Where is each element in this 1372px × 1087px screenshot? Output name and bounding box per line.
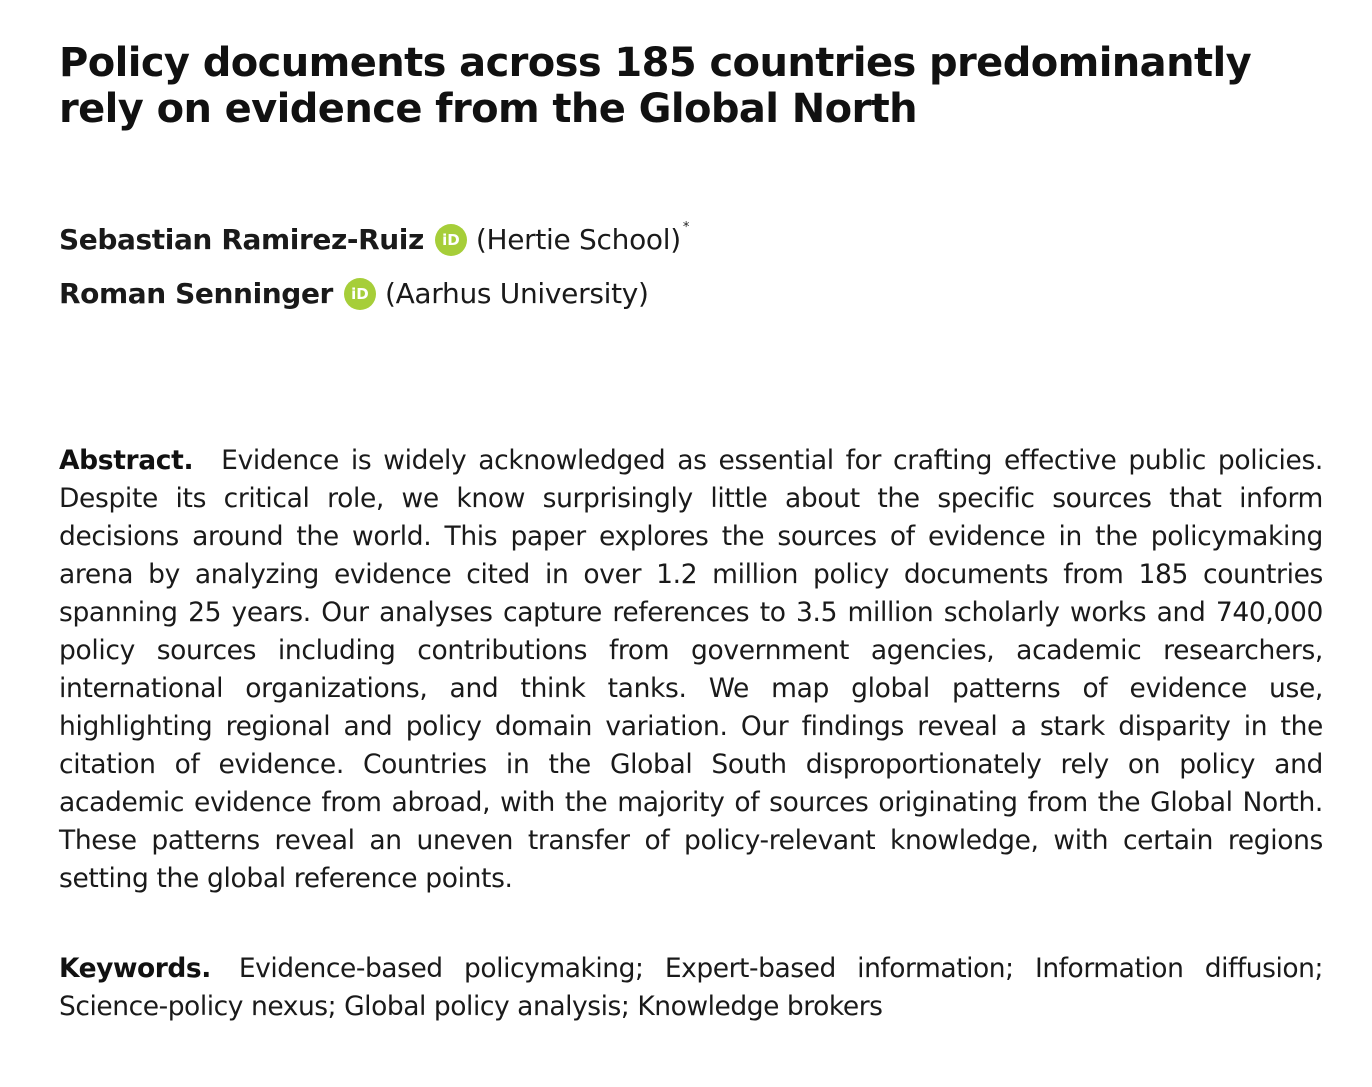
abstract-text: Evidence is widely acknowledged as essential for crafting effective public policies. Despite its critical role, we know surprisingly little about the specific sources that inform decisions around the world. This paper explores the sources of evidence in the policymaking arena by analyzing evidence cited in over 1.2 million policy documents from 185 countries spanning 25 years. Our analyses capture references to 3.5 million scholarly works and 740,000 policy sources including contributions from government agencies, academic researchers, international organizations, and think tanks. We map global patterns of evidence use, highlighting regional and policy domain variation. Our findings reveal a stark disparity in the citation of evidence. Countries in the Global South disproportionately rely on policy and academic evidence from abroad, with the majority of sources originating from the Global North. These patterns reveal an uneven transfer of policy-relevant knowledge, with certain regions setting the global reference points. — [59, 445, 1323, 894]
author-name: Roman Senninger — [59, 277, 333, 310]
keywords-label: Keywords. — [59, 953, 211, 984]
author-name: Sebastian Ramirez-Ruiz — [59, 223, 424, 256]
corresponding-author-mark: * — [682, 220, 690, 235]
author-entry — [59, 267, 1323, 321]
paper-title: Policy documents across 185 countries predominantly rely on evidence from the Global North — [59, 40, 1252, 132]
abstract — [59, 442, 1323, 898]
paper-first-page — [59, 0, 1323, 1087]
author-affiliation: (Hertie School) — [475, 223, 681, 256]
author-entry — [59, 213, 1323, 267]
abstract-label: Abstract. — [59, 445, 194, 476]
orcid-icon[interactable]: iD — [435, 224, 467, 256]
author-list — [59, 213, 1323, 321]
orcid-icon[interactable]: iD — [344, 278, 376, 310]
author-affiliation: (Aarhus University) — [384, 277, 649, 310]
keywords — [59, 950, 1323, 1026]
keywords-text: Evidence-based policymaking; Expert-based information; Information diffusion; Science-policy nexus; Global policy analysis; Knowledge brokers — [59, 953, 1323, 1022]
